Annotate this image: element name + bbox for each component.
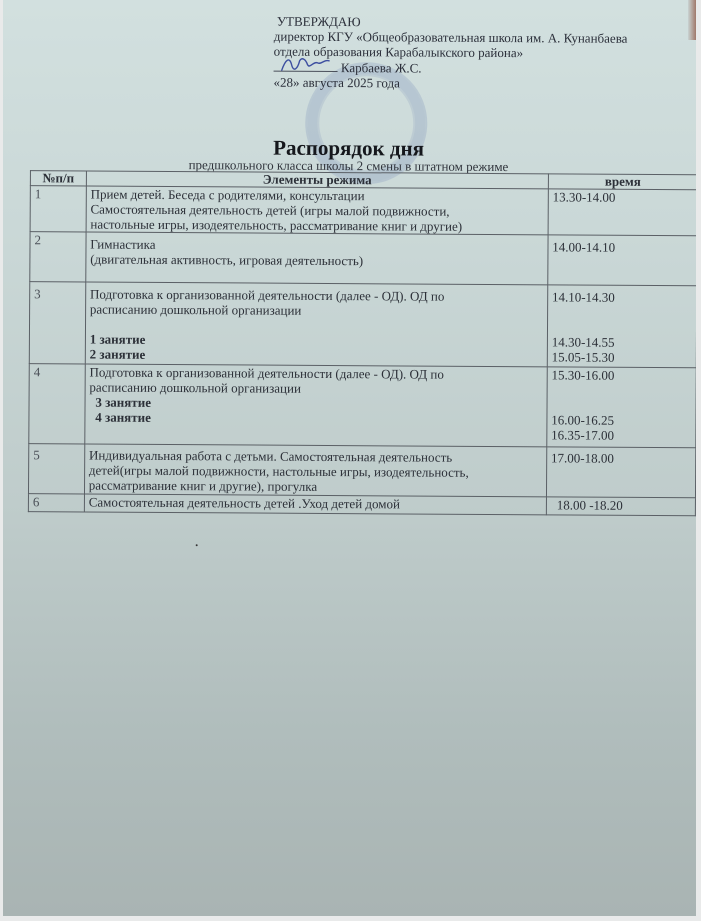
spacer	[552, 304, 692, 320]
header-num: №п/п	[30, 171, 86, 186]
session-label: 2 занятие	[89, 346, 146, 362]
spacer	[551, 382, 691, 398]
time-value: 15.05-15.30	[551, 349, 615, 365]
header-time: время	[548, 174, 696, 190]
row-elements	[85, 364, 547, 447]
row-line: Прием детей. Беседа с родителями, консультации	[90, 186, 365, 204]
page-subtitle: предшкольного класса школы 2 смены в штатном режиме	[188, 157, 509, 175]
table-row	[28, 444, 695, 498]
session-label: 1 занятие	[89, 331, 146, 347]
row-time	[547, 367, 696, 448]
row-line: Самостоятельная деятельность детей (игры малой подвижности,	[90, 201, 450, 219]
time-value: 15.30-16.00	[551, 367, 615, 383]
row-num: 4	[29, 364, 85, 444]
row-line: настольные игры, изодеятельность, рассматривание книг и другие)	[90, 216, 463, 234]
signature-line	[274, 59, 338, 72]
ink-dot	[196, 544, 198, 546]
header-elements: Элементы режима	[86, 171, 548, 189]
table-row	[29, 282, 696, 368]
row-num: 1	[30, 186, 86, 232]
row-elements	[84, 494, 546, 515]
row-elements	[85, 282, 548, 367]
approval-block	[273, 14, 627, 92]
row-time	[548, 235, 696, 286]
row-num: 6	[28, 494, 84, 512]
session-label: 4 занятие	[95, 409, 151, 425]
time-value: 17.00-18.00	[550, 450, 614, 466]
row-time	[546, 447, 695, 498]
time-value: 16.35-17.00	[551, 427, 615, 443]
row-elements	[84, 444, 546, 497]
row-time	[546, 497, 695, 516]
row-line: Самостоятельная деятельность детей .Уход детей домой	[88, 494, 401, 512]
row-elements	[86, 186, 548, 235]
spacer	[552, 319, 692, 335]
table-row	[29, 364, 696, 448]
approval-heading: УТВЕРЖДАЮ	[276, 13, 361, 30]
row-line: Гимнастика	[90, 236, 156, 252]
approval-signatory: Карбаева Ж.С.	[340, 60, 422, 76]
spacer	[551, 397, 691, 413]
row-line: детей(игры малой подвижности, настольные игры, изодеятельность,	[88, 462, 469, 480]
row-elements	[86, 232, 548, 285]
time-value: 14.30-14.55	[551, 334, 615, 350]
row-time	[548, 189, 696, 236]
signature-icon	[278, 55, 334, 73]
session-label: 3 занятие	[95, 394, 152, 410]
document-photo	[3, 0, 696, 916]
approval-date: «28» августа 2025 года	[273, 74, 400, 91]
approval-position: директор КГУ «Общеобразовательная школа им. А. Кунанбаева	[273, 28, 628, 46]
row-num: 3	[29, 282, 85, 364]
time-value: 14.00-14.10	[552, 239, 616, 255]
row-line: расписанию дошкольной организации	[89, 379, 301, 396]
row-line: Индивидуальная работа с детьми. Самостоятельная деятельность	[88, 447, 453, 465]
time-value: 18.00 -18.20	[556, 497, 623, 513]
row-num: 2	[30, 232, 86, 282]
row-num: 5	[28, 444, 84, 494]
row-time	[547, 285, 696, 368]
page-title: Распорядок дня	[273, 135, 425, 161]
row-line: (двигательная активность, игровая деятельность)	[90, 251, 364, 269]
row-line: расписанию дошкольной организации	[89, 301, 302, 318]
row-line: рассматривание книг и другие), прогулка	[88, 477, 318, 494]
row-line: Подготовка к организованной деятельности (далее - ОД). ОД по	[89, 364, 444, 382]
time-value: 13.30-14.00	[552, 189, 616, 205]
table-row	[28, 494, 695, 516]
document-page	[3, 0, 696, 916]
table-row	[30, 186, 696, 236]
table-row	[30, 232, 696, 286]
time-value: 14.10-14.30	[551, 289, 615, 305]
schedule-table	[28, 170, 696, 516]
row-line: Подготовка к организованной деятельности (далее - ОД). ОД по	[89, 286, 445, 304]
time-value: 16.00-16.25	[551, 412, 615, 428]
approval-department: отдела образования Карабалыкского района»	[273, 43, 524, 61]
